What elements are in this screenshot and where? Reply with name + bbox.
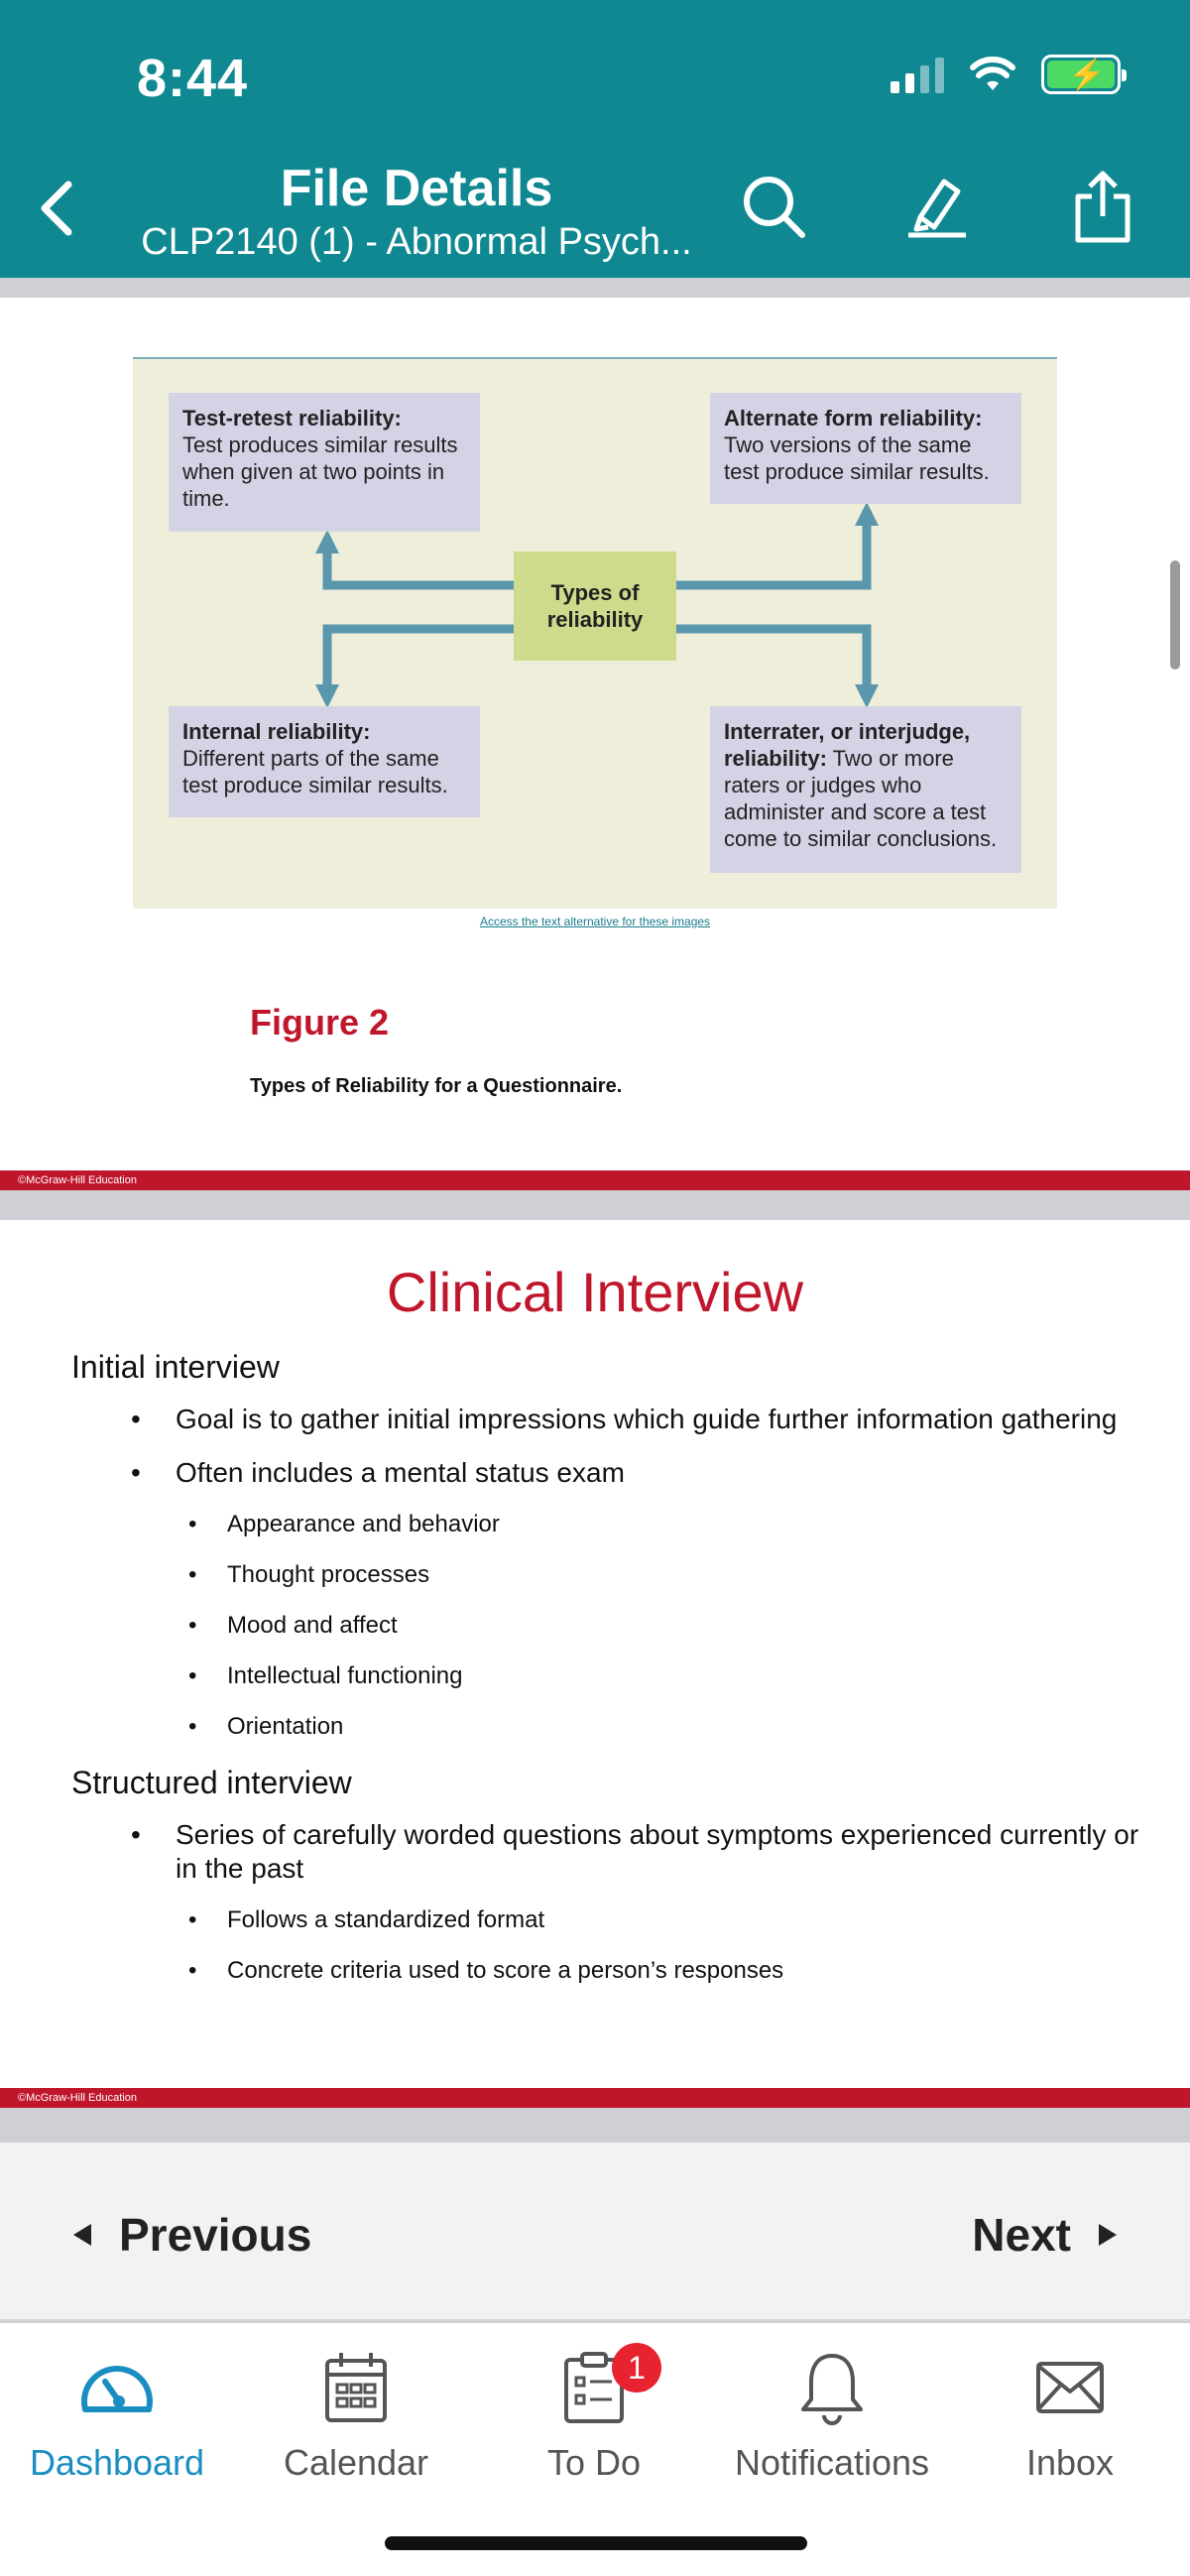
page-title: File Details (280, 160, 553, 217)
list-item: • Follows a standardized format (71, 1905, 1142, 1935)
chevron-left-icon (37, 179, 76, 238)
list-item: • Intellectual functioning (71, 1661, 1142, 1691)
test-retest-text: Test produces similar results when given at two points in time. (182, 432, 458, 511)
interrater-title: Interrater, or interjudge, reliability: (724, 719, 971, 771)
slide-title: Clinical Interview (386, 1261, 804, 1323)
text-alternative-link[interactable]: Access the text alternative for these images (479, 915, 711, 928)
test-retest-title: Test-retest reliability: (182, 406, 402, 430)
bell-icon (797, 2350, 867, 2425)
scrollbar[interactable] (1170, 560, 1180, 670)
page-subtitle: CLP2140 (1) - Abnormal Psych... (141, 221, 692, 263)
signal-icon (891, 56, 944, 93)
list-item: • Concrete criteria used to score a person’s responses (71, 1956, 1142, 1986)
list-item: • Goal is to gather initial impressions which guide further information gathering (71, 1403, 1142, 1436)
home-indicator (385, 2536, 807, 2550)
document-page-2 (0, 1220, 1190, 2108)
initial-interview-heading: Initial interview (71, 1349, 280, 1385)
title-block (139, 159, 694, 266)
list-item: • Thought processes (71, 1560, 1142, 1590)
tab-label: Calendar (283, 2442, 429, 2483)
list-item: • Series of carefully worded questions about symptoms experienced currently or in the past (71, 1818, 1142, 1886)
internal-box (169, 706, 480, 817)
search-icon (741, 174, 806, 239)
figure-caption-title: Figure 2 (250, 1002, 390, 1043)
dashboard-icon (77, 2358, 157, 2417)
page-footer: ©McGraw-Hill Education (0, 1170, 1190, 1190)
structured-interview-heading: Structured interview (71, 1765, 352, 1800)
next-button[interactable] (972, 2200, 1119, 2269)
page-navigation (0, 2143, 1190, 2321)
next-label: Next (972, 2209, 1071, 2261)
triangle-right-icon (1097, 2222, 1119, 2248)
tab-label: Notifications (734, 2442, 930, 2483)
tab-todo[interactable] (475, 2343, 713, 2484)
interrater-box (710, 706, 1021, 873)
types-of-reliability-box: Types of reliability (514, 552, 676, 661)
tab-bar (0, 2323, 1190, 2576)
document-page-1 (0, 298, 1190, 1190)
wifi-icon (970, 57, 1015, 92)
triangle-left-icon (71, 2222, 93, 2248)
highlighter-icon (904, 174, 970, 239)
tab-label: Dashboard (29, 2442, 205, 2483)
page-footer: ©McGraw-Hill Education (0, 2088, 1190, 2108)
alternate-form-box (710, 393, 1021, 504)
annotate-button[interactable] (897, 167, 977, 246)
tab-label: To Do (546, 2442, 642, 2483)
status-time: 8:44 (137, 49, 249, 108)
reliability-figure (133, 357, 1057, 909)
previous-button[interactable] (71, 2200, 311, 2269)
calendar-icon (323, 2351, 389, 2424)
list-item: • Mood and affect (71, 1611, 1142, 1641)
share-icon (1070, 169, 1135, 244)
list-item: • Often includes a mental status exam (71, 1456, 1142, 1490)
mail-icon (1034, 2360, 1106, 2415)
header (0, 0, 1190, 278)
previous-label: Previous (119, 2209, 312, 2261)
alternate-form-text: Two versions of the same test produce similar results. (724, 432, 990, 484)
tab-calendar[interactable] (237, 2343, 475, 2484)
interrater-text: Two or more raters or judges who administer and score a test come to similar conclusions. (724, 746, 998, 851)
status-icons (891, 55, 1121, 94)
back-button[interactable] (22, 169, 91, 248)
slide-content (71, 1347, 1142, 2007)
alternate-form-title: Alternate form reliability: (724, 406, 983, 430)
share-button[interactable] (1063, 167, 1142, 246)
list-item: • Appearance and behavior (71, 1510, 1142, 1539)
tab-inbox[interactable] (951, 2343, 1189, 2484)
internal-title: Internal reliability: (182, 719, 371, 744)
tab-dashboard[interactable] (0, 2343, 236, 2484)
todo-badge: 1 (612, 2343, 661, 2392)
tab-label: Inbox (1025, 2442, 1115, 2483)
list-item: • Orientation (71, 1712, 1142, 1742)
battery-icon: ⚡ (1041, 55, 1121, 94)
internal-text: Different parts of the same test produce similar results. (182, 746, 448, 797)
tab-notifications[interactable] (713, 2343, 951, 2484)
search-button[interactable] (734, 167, 813, 246)
test-retest-box (169, 393, 480, 532)
figure-caption-text: Types of Reliability for a Questionnaire. (250, 1075, 623, 1097)
